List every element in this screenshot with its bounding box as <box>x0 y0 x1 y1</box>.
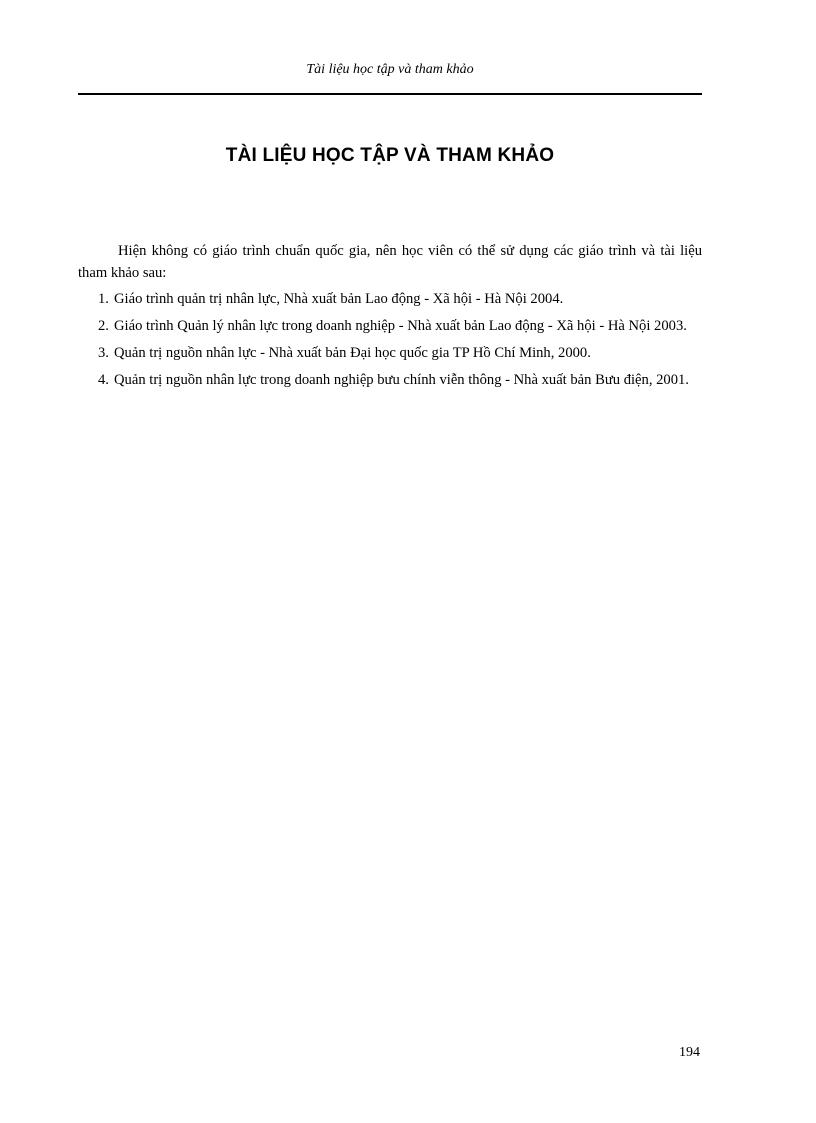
reference-item <box>78 342 702 364</box>
reference-number: 4. <box>98 372 109 388</box>
reference-number: 2. <box>98 318 109 334</box>
reference-item <box>78 315 702 337</box>
reference-list <box>78 288 702 391</box>
reference-text: Quản trị nguồn nhân lực trong doanh nghiệp bưu chính viễn thông - Nhà xuất bản Bưu điện, 2001. <box>114 372 689 388</box>
main-content <box>78 240 702 396</box>
reference-number: 3. <box>98 345 109 361</box>
page-title: TÀI LIỆU HỌC TẬP VÀ THAM KHẢO <box>225 145 555 166</box>
header-divider <box>78 93 702 95</box>
running-header: Tài liệu học tập và tham khảo <box>306 62 474 77</box>
reference-text: Giáo trình quản trị nhân lực, Nhà xuất bản Lao động - Xã hội - Hà Nội 2004. <box>114 291 564 307</box>
intro-paragraph: Hiện không có giáo trình chuẩn quốc gia, nên học viên có thể sử dụng các giáo trình và tài liệu tham khảo sau: <box>78 243 702 281</box>
page-number: 194 <box>679 1045 700 1060</box>
reference-text: Quản trị nguồn nhân lực - Nhà xuất bản Đại học quốc gia TP Hồ Chí Minh, 2000. <box>114 345 591 361</box>
reference-number: 1. <box>98 291 109 307</box>
reference-item <box>78 369 702 391</box>
reference-item <box>78 288 702 310</box>
reference-text: Giáo trình Quản lý nhân lực trong doanh nghiệp - Nhà xuất bản Lao động - Xã hội - Hà Nội 2003. <box>114 318 687 334</box>
